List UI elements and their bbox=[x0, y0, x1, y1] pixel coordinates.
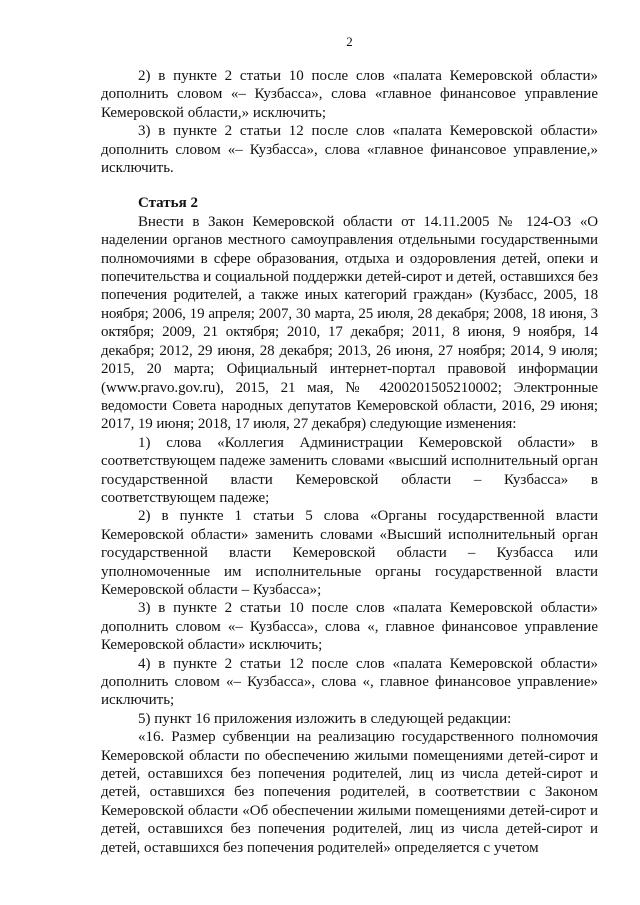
page-number: 2 bbox=[346, 34, 353, 49]
article-intro-paragraph: Внести в Закон Кемеровской области от 14.11.2005 № 124-ОЗ «О наделении органов местного самоуправления отдельными государственными полномочиями в сфере образования, отдыха и оздоровления детей, опеки и попечительства и социальной поддержки детей-сирот и детей, оставшихся без попечения родителей, а также иных категорий граждан» (Кузбасс, 2005, 18 ноября; 2006, 19 апреля; 2007, 30 марта, 25 июля, 28 декабря; 2008, 18 июня, 3 октября; 2009, 21 октября; 2010, 17 декабря; 2011, 8 июня, 9 ноября, 14 декабря; 2012, 29 июня, 28 декабря; 2013, 26 июня, 27 ноября; 2014, 9 июля; 2015, 20 марта; Официальный интернет-портал правовой информации (www.pravo.gov.ru), 2015, 21 мая, № 4200201505210002; Электронные ведомости Совета народных депутатов Кемеровской области, 2016, 29 июня; 2017, 19 июня; 2018, 17 июля, 27 декабря) следующие изменения: bbox=[101, 213, 598, 433]
change-item-4: 4) в пункте 2 статьи 12 после слов «палата Кемеровской области» дополнить словом «– Кузбасса», слова «, главное финансовое управление» исключить; bbox=[101, 655, 598, 709]
article-heading: Статья 2 bbox=[138, 195, 198, 212]
change-item-1: 1) слова «Коллегия Администрации Кемеровской области» в соответствующем падеже заменить словами «высший исполнительный орган государственной власти Кемеровской области – Кузбасса» в соответствующем падеже; bbox=[101, 434, 598, 506]
amendment-item-3-article-12: 3) в пункте 2 статьи 12 после слов «палата Кемеровской области» дополнить словом «– Кузбасса», слова «главное финансовое управление,» исключить. bbox=[101, 123, 598, 177]
change-item-2: 2) в пункте 1 статьи 5 слова «Органы государственной власти Кемеровской области» заменить словами «Высший исполнительный орган государственной власти Кемеровской области – Кузбасса или уполномоченные им исполнительные органы государственной власти Кемеровской области – Кузбасса»; bbox=[101, 508, 598, 598]
change-item-5: 5) пункт 16 приложения изложить в следующей редакции: bbox=[138, 710, 512, 727]
amendment-item-2-article-10: 2) в пункте 2 статьи 10 после слов «палата Кемеровской области» дополнить словом «– Кузбасса», слова «главное финансовое управление Кемеровской области,» исключить; bbox=[101, 68, 598, 121]
appendix-point-16-text: «16. Размер субвенции на реализацию государственного полномочия Кемеровской области по обеспечению жилыми помещениями детей-сирот и детей, оставшихся без попечения родителей, лиц из числа детей-сирот и детей, оставшихся без попечения родителей, в соответствии с Законом Кемеровской области «Об обеспечении жилыми помещениями детей-сирот и детей, оставшихся без попечения родителей, лиц из числа детей-сирот и детей, оставшихся без попечения родителей» определяется с учетом bbox=[101, 729, 598, 856]
document-page bbox=[101, 34, 598, 857]
change-item-3: 3) в пункте 2 статьи 10 после слов «палата Кемеровской области» дополнить словом «– Кузбасса», слова «, главное финансовое управление Кемеровской области» исключить; bbox=[101, 600, 598, 654]
